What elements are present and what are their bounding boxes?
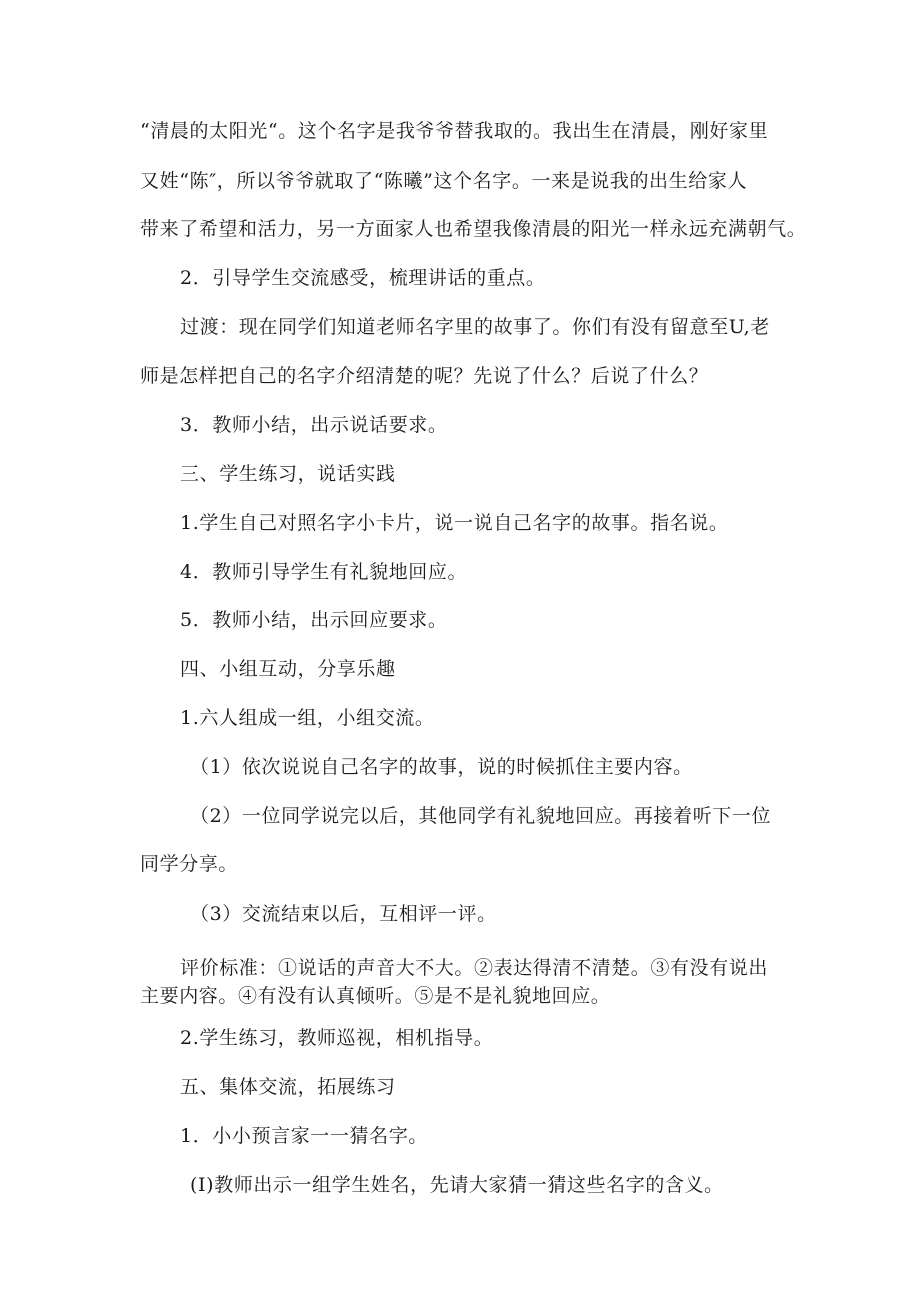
section-heading: 五、集体交流，拓展练习 bbox=[180, 1076, 396, 1098]
section-heading: 四、小组互动，分享乐趣 bbox=[180, 658, 396, 680]
text-line: 师是怎样把自己的名字介绍清楚的呢？先说了什么？后说了什么？ bbox=[140, 365, 709, 387]
text-line: 过渡：现在同学们知道老师名字里的故事了。你们有没有留意至U,老 bbox=[180, 316, 770, 338]
text-line: 又姓“陈″，所以爷爷就取了“陈曦”这个名字。一来是说我的出生给家人 bbox=[140, 170, 748, 192]
text-line: 带来了希望和活力，另一方面家人也希望我像清晨的阳光一样永远充满朝气。 bbox=[140, 218, 807, 240]
text-line: （2）一位同学说完以后，其他同学有礼貌地回应。再接着听下一位 bbox=[190, 805, 772, 827]
text-line: 评价标准：①说话的声音大不大。②表达得清不清楚。③有没有说出 bbox=[180, 957, 769, 979]
text-line: 主要内容。④有没有认真倾听。⑤是不是礼貌地回应。 bbox=[140, 985, 611, 1007]
section-heading: 三、学生练习，说话实践 bbox=[180, 463, 396, 485]
text-line: (I)教师出示一组学生姓名，先请大家猜一猜这些名字的含义。 bbox=[190, 1174, 724, 1196]
text-line: 4．教师引导学生有礼貌地回应。 bbox=[180, 561, 468, 583]
text-line: 1．小小预言家一一猜名字。 bbox=[180, 1125, 428, 1147]
text-line: 3．教师小结，出示说话要求。 bbox=[180, 414, 448, 436]
text-line: 1.六人组成一组，小组交流。 bbox=[180, 707, 435, 729]
text-line: “清晨的太阳光“。这个名字是我爷爷替我取的。我出生在清晨，刚好家里 bbox=[140, 120, 769, 142]
text-line: 2．引导学生交流感受，梳理讲话的重点。 bbox=[180, 267, 546, 289]
text-line: 1.学生自己对照名字小卡片，说一说自己名字的故事。指名说。 bbox=[180, 512, 729, 534]
text-line: 2.学生练习，教师巡视，相机指导。 bbox=[180, 1027, 494, 1049]
text-line: （1）依次说说自己名字的故事，说的时候抓住主要内容。 bbox=[190, 756, 693, 778]
text-line: 5．教师小结，出示回应要求。 bbox=[180, 609, 448, 631]
text-line: 同学分享。 bbox=[140, 853, 239, 875]
text-line: （3）交流结束以后，互相评一评。 bbox=[190, 903, 497, 925]
